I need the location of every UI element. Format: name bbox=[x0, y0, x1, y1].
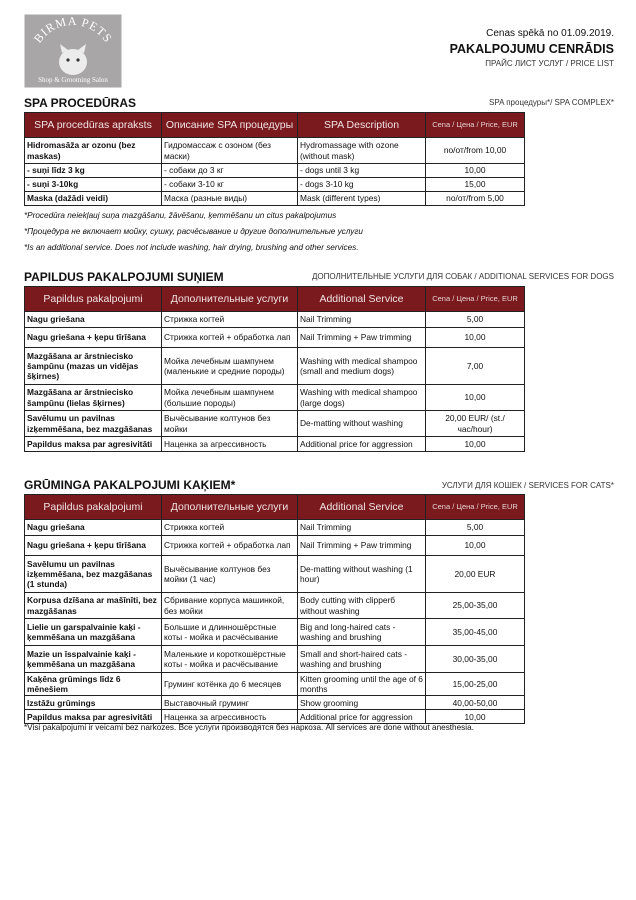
table-row bbox=[25, 619, 525, 646]
service-name-en: - dogs until 3 kg bbox=[298, 164, 426, 178]
column-header: Papildus pakalpojumi bbox=[25, 495, 162, 520]
service-price: 30,00-35,00 bbox=[426, 646, 525, 673]
table-row bbox=[25, 164, 525, 178]
service-name-ru: Вычёсывание колтунов без мойки bbox=[162, 411, 298, 437]
service-price: 25,00-35,00 bbox=[426, 593, 525, 619]
service-name-en: Nail Trimming bbox=[298, 520, 426, 536]
birma-pets-logo bbox=[24, 14, 122, 88]
table-row bbox=[25, 536, 525, 556]
service-name-en: Additional price for aggression bbox=[298, 437, 426, 452]
table-row bbox=[25, 556, 525, 593]
service-name-lv: Maska (dažādi veidi) bbox=[25, 192, 162, 206]
svg-text:Shop & Grooming Salon: Shop & Grooming Salon bbox=[38, 76, 108, 84]
column-header: Additional Service bbox=[298, 287, 426, 312]
service-price: 10,00 bbox=[426, 164, 525, 178]
service-name-en: Small and short-haired cats - washing and brushing bbox=[298, 646, 426, 673]
table-row bbox=[25, 348, 525, 385]
service-name-en: Kitten grooming until the age of 6 months bbox=[298, 673, 426, 696]
svg-text:BIRMA PETS: BIRMA PETS bbox=[30, 14, 116, 46]
service-price: 5,00 bbox=[426, 312, 525, 328]
service-name-en: Big and long-haired cats - washing and brushing bbox=[298, 619, 426, 646]
table-row bbox=[25, 411, 525, 437]
service-price: 10,00 bbox=[426, 328, 525, 348]
service-name-en: - dogs 3-10 kg bbox=[298, 178, 426, 192]
validity-date: Cenas spēkā no 01.09.2019. bbox=[486, 28, 614, 39]
table-row bbox=[25, 520, 525, 536]
spa-note-en: *Is an additional service. Does not include washing, hair drying, brushing and other services. bbox=[24, 243, 359, 252]
service-price: 10,00 bbox=[426, 536, 525, 556]
table-header-row bbox=[25, 287, 525, 312]
dogs-price-table bbox=[24, 286, 525, 452]
spa-section-title: SPA PROCEDŪRAS bbox=[24, 96, 137, 110]
cats-footnote: *Visi pakalpojumi ir veicami bez narkozes. Все услуги производятся без наркоза. All services are done without anesthesia. bbox=[24, 723, 474, 732]
service-price: 10,00 bbox=[426, 385, 525, 411]
service-name-en: Nail Trimming bbox=[298, 312, 426, 328]
column-header: Дополнительные услуги bbox=[162, 495, 298, 520]
table-row bbox=[25, 192, 525, 206]
column-header: SPA Description bbox=[298, 113, 426, 138]
service-name-ru: Стрижка когтей bbox=[162, 312, 298, 328]
service-price: 10,00 bbox=[426, 437, 525, 452]
column-header: Cena / Цена / Price, EUR bbox=[426, 113, 525, 138]
cats-price-table bbox=[24, 494, 525, 724]
service-name-ru: Наценка за агрессивность bbox=[162, 710, 298, 724]
service-name-lv: Mazgāšana ar ārstniecisko šampūnu (lielas šķirnes) bbox=[25, 385, 162, 411]
service-name-lv: Savēlumu un pavilnas izķemmēšana, bez mazgāšanas (1 stunda) bbox=[25, 556, 162, 593]
table-row bbox=[25, 710, 525, 724]
table-row bbox=[25, 593, 525, 619]
spa-note-lv: *Procedūra neiekļauj suņa mazgāšanu, žāvēšanu, ķemmēšanu un citus pakalpojumus bbox=[24, 211, 337, 220]
service-name-en: Show grooming bbox=[298, 696, 426, 710]
service-name-ru: Стрижка когтей + обработка лап bbox=[162, 328, 298, 348]
spa-section-subtitle: SPA процедуры*/ SPA COMPLEX* bbox=[489, 98, 614, 107]
service-name-en: Mask (different types) bbox=[298, 192, 426, 206]
service-name-en: Washing with medical shampoo (small and medium dogs) bbox=[298, 348, 426, 385]
spa-price-table bbox=[24, 112, 525, 206]
service-price: 15,00 bbox=[426, 178, 525, 192]
service-name-lv: - suņi līdz 3 kg bbox=[25, 164, 162, 178]
column-header: Papildus pakalpojumi bbox=[25, 287, 162, 312]
service-price: 5,00 bbox=[426, 520, 525, 536]
service-name-ru: Груминг котёнка до 6 месяцев bbox=[162, 673, 298, 696]
column-header: SPA procedūras apraksts bbox=[25, 113, 162, 138]
document-title: PAKALPOJUMU CENRĀDIS bbox=[449, 42, 614, 56]
service-name-ru: Вычёсывание колтунов без мойки (1 час) bbox=[162, 556, 298, 593]
table-header-row bbox=[25, 495, 525, 520]
table-header-row bbox=[25, 113, 525, 138]
service-name-ru: - собаки 3-10 кг bbox=[162, 178, 298, 192]
cats-section-subtitle: УСЛУГИ ДЛЯ КОШЕК / SERVICES FOR CATS* bbox=[441, 481, 614, 490]
service-name-ru: Стрижка когтей bbox=[162, 520, 298, 536]
service-name-ru: Стрижка когтей + обработка лап bbox=[162, 536, 298, 556]
service-name-lv: Korpusa dzīšana ar mašīnīti, bez mazgāšanas bbox=[25, 593, 162, 619]
column-header: Additional Service bbox=[298, 495, 426, 520]
service-name-ru: - собаки до 3 кг bbox=[162, 164, 298, 178]
table-row bbox=[25, 646, 525, 673]
service-name-ru: Мойка лечебным шампунем (большие породы) bbox=[162, 385, 298, 411]
service-name-ru: Сбривание корпуса машинкой, без мойки bbox=[162, 593, 298, 619]
service-name-en: Body cutting with clipperб without washing bbox=[298, 593, 426, 619]
dogs-section-title: PAPILDUS PAKALPOJUMI SUŅIEM bbox=[24, 270, 224, 284]
service-name-ru: Маленькие и короткошёрстные коты - мойка и расчёсывание bbox=[162, 646, 298, 673]
service-name-lv: Izstāžu grūmings bbox=[25, 696, 162, 710]
service-price: 20,00 EUR/ (st./час/hour) bbox=[426, 411, 525, 437]
table-row bbox=[25, 673, 525, 696]
service-name-ru: Наценка за агрессивность bbox=[162, 437, 298, 452]
service-price: 20,00 EUR bbox=[426, 556, 525, 593]
service-name-ru: Мойка лечебным шампунем (маленькие и средние породы) bbox=[162, 348, 298, 385]
service-name-en: Washing with medical shampoo (large dogs) bbox=[298, 385, 426, 411]
service-name-lv: Kaķēna grūmings līdz 6 mēnešiem bbox=[25, 673, 162, 696]
service-price: no/от/from 5,00 bbox=[426, 192, 525, 206]
table-row bbox=[25, 437, 525, 452]
cats-section-title: GRŪMINGA PAKALPOJUMI KAĶIEM* bbox=[24, 478, 236, 492]
column-header: Cena / Цена / Price, EUR bbox=[426, 287, 525, 312]
column-header: Cena / Цена / Price, EUR bbox=[426, 495, 525, 520]
table-row bbox=[25, 138, 525, 164]
spa-note-ru: *Процедура не включает мойку, сушку, расчёсывание и другие дополнительные услуги bbox=[24, 227, 363, 236]
service-name-ru: Выставочный груминг bbox=[162, 696, 298, 710]
service-name-en: Additional price for aggression bbox=[298, 710, 426, 724]
dogs-section-subtitle: ДОПОЛНИТЕЛЬНЫЕ УСЛУГИ ДЛЯ СОБАК / ADDITIONAL SERVICES FOR DOGS bbox=[311, 272, 614, 281]
service-name-lv: Lielie un garspalvainie kaķi - ķemmēšana un mazgāšana bbox=[25, 619, 162, 646]
table-row bbox=[25, 328, 525, 348]
service-name-en: De-matting without washing (1 hour) bbox=[298, 556, 426, 593]
service-name-lv: Mazgāšana ar ārstniecisko šampūnu (mazas un vidējas šķirnes) bbox=[25, 348, 162, 385]
service-price: 35,00-45,00 bbox=[426, 619, 525, 646]
service-name-en: De-matting without washing bbox=[298, 411, 426, 437]
service-name-lv: Nagu griešana bbox=[25, 312, 162, 328]
service-name-lv: Nagu griešana + ķepu tīrīšana bbox=[25, 536, 162, 556]
service-name-lv: Papildus maksa par agresivitāti bbox=[25, 710, 162, 724]
service-price: 10,00 bbox=[426, 710, 525, 724]
service-name-lv: Nagu griešana bbox=[25, 520, 162, 536]
service-name-en: Hydromassage with ozone (without mask) bbox=[298, 138, 426, 164]
service-name-lv: Mazie un īsspalvainie kaķi - ķemmēšana un mazgāšana bbox=[25, 646, 162, 673]
service-name-lv: Papildus maksa par agresivitāti bbox=[25, 437, 162, 452]
table-row bbox=[25, 312, 525, 328]
column-header: Описание SPA процедуры bbox=[162, 113, 298, 138]
service-price: 15,00-25,00 bbox=[426, 673, 525, 696]
table-row bbox=[25, 696, 525, 710]
service-name-en: Nail Trimming + Paw trimming bbox=[298, 328, 426, 348]
service-price: no/от/from 10,00 bbox=[426, 138, 525, 164]
service-name-lv: Hidromasāža ar ozonu (bez maskas) bbox=[25, 138, 162, 164]
service-price: 7,00 bbox=[426, 348, 525, 385]
table-row bbox=[25, 178, 525, 192]
service-price: 40,00-50,00 bbox=[426, 696, 525, 710]
service-name-en: Nail Trimming + Paw trimming bbox=[298, 536, 426, 556]
column-header: Дополнительные услуги bbox=[162, 287, 298, 312]
service-name-lv: Nagu griešana + ķepu tīrīšana bbox=[25, 328, 162, 348]
service-name-ru: Маска (разные виды) bbox=[162, 192, 298, 206]
table-row bbox=[25, 385, 525, 411]
document-header bbox=[450, 28, 614, 68]
document-subtitle: ПРАЙС ЛИСТ УСЛУГ / PRICE LIST bbox=[485, 59, 614, 68]
service-name-ru: Гидромассаж с озоном (без маски) bbox=[162, 138, 298, 164]
service-name-lv: Savēlumu un pavilnas izķemmēšana, bez mazgāšanas bbox=[25, 411, 162, 437]
service-name-ru: Большие и длинношёрстные коты - мойка и расчёсывание bbox=[162, 619, 298, 646]
service-name-lv: - suņi 3-10kg bbox=[25, 178, 162, 192]
